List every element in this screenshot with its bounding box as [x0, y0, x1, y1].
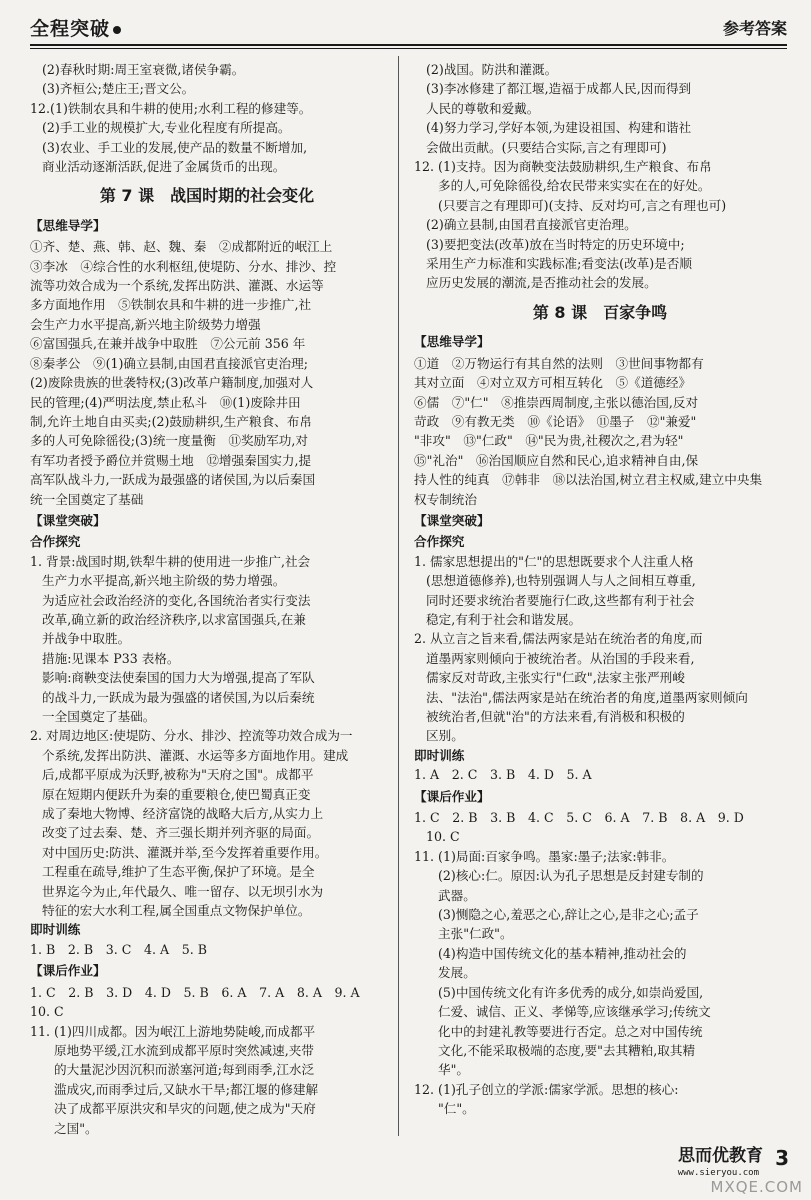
answer-line: 2. 从立言之旨来看,儒法两家是站在统治者的角度,而 [414, 631, 703, 647]
answer-line: 其对立面 ④对立双方可相互转化 ⑤《道德经》 [414, 375, 692, 391]
publisher-url: www.sieryou.com [677, 1168, 759, 1178]
header-rule [30, 44, 787, 46]
answer-line: 滥成灾,而雨季过后,又缺水干旱;都江堰的修建解 [54, 1081, 319, 1097]
answer-line: 多方面地作用 ⑤铁制农具和牛耕的进一步推广,社 [30, 297, 312, 313]
answer-line: 高军队战斗力,一跃成为最强盛的诸侯国,为以后秦国 [30, 472, 316, 488]
answer-line: 文化,不能采取极端的态度,要"去其糟粕,取其精 [438, 1042, 696, 1058]
subsection-heading: 即时训练 [414, 747, 465, 763]
section-tag: 【课堂突破】 [30, 512, 106, 528]
answer-line: 影响:商鞅变法使秦国的国力大为增强,提高了军队 [42, 670, 315, 686]
answer-line: (3)齐桓公;楚庄王;晋文公。 [42, 81, 195, 97]
answer-line: 措施:见课本 P33 表格。 [42, 650, 180, 666]
answer-line: 的战斗力,一跃成为最为强盛的诸侯国,为以后秦统 [42, 689, 315, 705]
lesson-title: 第 8 课 百家争鸣 [532, 302, 668, 322]
left-column [30, 60, 384, 1138]
answer-line: (2)核心:仁。原因:认为孔子思想是反封建专制的 [438, 868, 704, 884]
section-tag: 【思维导学】 [30, 217, 106, 233]
answer-line: 区别。 [426, 728, 464, 744]
answer-line: 改革,确立新的政治经济秩序,以求富国强兵,在兼 [42, 611, 306, 627]
section-tag: 【课后作业】 [30, 963, 106, 979]
answer-line: 多的人,可免除徭役,给农民带来实实在在的好处。 [438, 178, 711, 194]
answer-line: 个系统,发挥出防洪、灌溉、水运等多方面地作用。建成 [42, 747, 349, 763]
answer-line: (3)恻隐之心,羞恶之心,辞让之心,是非之心;孟子 [438, 907, 699, 923]
answer-line: 人民的尊敬和爱戴。 [426, 100, 540, 116]
answer-line: "仁"。 [438, 1101, 475, 1117]
lesson-title: 第 7 课 战国时期的社会变化 [99, 186, 315, 206]
section-tag: 【课堂突破】 [414, 512, 490, 528]
brand-text: 全程突破 [30, 18, 111, 40]
answer-line: 决了成都平原洪灾和旱灾的问题,使之成为"天府 [54, 1101, 316, 1117]
answer-line: 12. (1)支持。因为商鞅变法鼓励耕织,生产粮食、布帛 [414, 159, 712, 175]
answer-line: 1. C 2. B 3. B 4. C 5. C 6. A 7. B 8. A 9. D [414, 810, 744, 826]
publisher-logo: 思而优教育 [678, 1146, 763, 1166]
answer-line: 稳定,有利于社会和谐发展。 [426, 611, 582, 627]
answer-line: (5)中国传统文化有许多优秀的成分,如崇尚爱国, [438, 984, 704, 1000]
header-rule-thin [30, 48, 787, 49]
section-tag: 【课后作业】 [414, 788, 490, 804]
brand-title [30, 14, 121, 41]
answer-line: 生产力水平提高,新兴地主阶级的势力增强。 [42, 573, 286, 589]
answer-line: 工程重在疏导,维护了生态平衡,保护了环境。是全 [42, 864, 315, 880]
answer-line: "非攻" ⑬"仁政" ⑭"民为贵,社稷次之,君为轻" [414, 433, 684, 449]
answer-line: ⑥富国强兵,在兼并战争中取胜 ⑦公元前 356 年 [30, 336, 306, 352]
answer-line: 1. C 2. B 3. D 4. D 5. B 6. A 7. A 8. A 9. A [30, 984, 360, 1000]
answer-line: (2)手工业的规模扩大,专业化程度有所提高。 [42, 120, 291, 136]
page-number: 3 [775, 1146, 789, 1170]
answer-line: 世界迄今为止,年代最久、唯一留存、以无坝引水为 [42, 883, 324, 899]
answer-line: 并战争中取胜。 [42, 631, 131, 647]
answer-line: 统一全国奠定了基础 [30, 491, 144, 507]
answer-line: 10. C [30, 1004, 64, 1020]
answer-line: ⑧秦孝公 ⑨(1)确立县制,由国君直接派官吏治理; [30, 355, 308, 371]
answer-line: 民的管理;(4)严明法度,禁止私斗 ⑩(1)废除井田 [30, 394, 301, 410]
answer-line: 会做出贡献。(只要结合实际,言之有理即可) [426, 139, 667, 155]
answer-line: 法、"法治",儒法两家是站在统治者的角度,道墨两家则倾向 [426, 689, 748, 705]
answer-line: 为适应社会政治经济的变化,各国统治者实行变法 [42, 592, 311, 608]
answer-line: 成了秦地大物博、经济富饶的战略大后方,从实力上 [42, 806, 324, 822]
answer-line: ⑥儒 ⑦"仁" ⑧推崇西周制度,主张以德治国,反对 [414, 394, 699, 410]
answer-line: (2)战国。防洪和灌溉。 [426, 62, 558, 77]
subsection-heading: 合作探究 [30, 534, 81, 550]
subsection-heading: 即时训练 [30, 922, 81, 938]
answer-line: 仁爱、诚信、正义、孝悌等,应该继承学习;传统文 [438, 1004, 711, 1020]
answer-line: 1. B 2. B 3. C 4. A 5. B [30, 941, 207, 957]
answer-line: (3)农业、手工业的发展,使产品的数量不断增加, [42, 139, 308, 155]
answer-line: 1. 背景:战国时期,铁犁牛耕的使用进一步推广,社会 [30, 553, 311, 569]
answer-line: (3)李冰修建了都江堰,造福于成都人民,因而得到 [426, 81, 692, 97]
answer-line: (2)废除贵族的世袭特权;(3)改革户籍制度,加强对人 [30, 375, 314, 391]
answer-line: 10. C [426, 829, 460, 845]
answer-line: 被统治者,但就"治"的方法来看,有消极和积极的 [426, 709, 685, 724]
answer-line: 华"。 [438, 1062, 469, 1078]
subsection-heading: 合作探究 [414, 534, 465, 550]
right-column [414, 60, 786, 1119]
answer-line: 一全国奠定了基础。 [42, 709, 156, 724]
answer-line: 武器。 [438, 887, 476, 903]
section-tag: 【思维导学】 [414, 334, 490, 350]
answer-line: 改变了过去秦、楚、齐三强长期并列齐驱的局面。 [42, 825, 320, 841]
answer-line: 有军功者授予爵位并赏赐土地 ⑫增强秦国实力,提 [30, 452, 312, 468]
answer-line: 主张"仁政"。 [438, 926, 513, 942]
answer-line: 儒家反对苛政,主张实行"仁政",法家主张严刑峻 [426, 670, 685, 686]
answer-line: 制,允许土地自由买卖;(2)鼓励耕织,生产粮食、布帛 [30, 413, 312, 429]
answer-line: 多的人可免除徭役;(3)统一度量衡 ⑪奖励军功,对 [30, 433, 308, 449]
answer-line: 道墨两家则倾向于被统治者。从治国的手段来看, [426, 650, 695, 666]
answer-line: (4)努力学习,学好本领,为建设祖国、构建和谐社 [426, 120, 692, 136]
column-divider [398, 56, 399, 1136]
brand-dot-icon [113, 26, 121, 34]
answer-line: ①齐、楚、燕、韩、赵、魏、秦 ②成都附近的岷江上 [30, 239, 333, 255]
answer-line: 的大量泥沙因沉积而淤塞河道;每到雨季,江水泛 [54, 1062, 315, 1078]
answer-line: 发展。 [438, 965, 476, 981]
answer-line: 11. (1)局面:百家争鸣。墨家:墨子;法家:韩非。 [414, 848, 675, 864]
answer-line: 采用生产力标准和实践标准;看变法(改革)是否顺 [426, 256, 692, 272]
answer-line: 12.(1)铁制农具和牛耕的使用;水利工程的修建等。 [30, 100, 312, 116]
answer-line: (2)确立县制,由国君直接派官吏治理。 [426, 217, 637, 233]
answer-line: (思想道德修养),也特别强调人与人之间相互尊重, [426, 573, 696, 589]
answer-line: 原地势平缓,江水流到成都平原时突然减速,夹带 [54, 1042, 314, 1058]
answer-line: 苛政 ⑨有教无类 ⑩《论语》 ⑪墨子 ⑫"兼爱" [414, 413, 697, 429]
watermark: MXQE.COM [710, 1178, 803, 1196]
answer-line: 应历史发展的潮流,是否推动社会的发展。 [426, 275, 657, 291]
answer-line: (2)春秋时期:周王室衰微,诸侯争霸。 [42, 62, 245, 77]
answer-line: 商业活动逐渐活跃,促进了金属货币的出现。 [42, 159, 286, 175]
answer-line: 同时还要求统治者要施行仁政,这些都有利于社会 [426, 592, 695, 608]
answer-line: ⑮"礼治" ⑯治国顺应自然和民心,追求精神自由,保 [414, 452, 699, 468]
answer-line: 原在短期内便跃升为秦的重要粮仓,使巴蜀真正变 [42, 786, 311, 802]
answer-line: 2. 对周边地区:使堤防、分水、排沙、控流等功效合成为一 [30, 728, 353, 744]
answer-line: ③李冰 ④综合性的水利枢纽,使堤防、分水、排沙、控 [30, 258, 337, 274]
answer-line: 特征的宏大水利工程,属全国重点文物保护单位。 [42, 903, 311, 919]
answer-line: 持人性的纯真 ⑰韩非 ⑱以法治国,树立君主权威,建立中央集 [414, 472, 763, 488]
answer-line: 12. (1)孔子创立的学派:儒家学派。思想的核心: [414, 1081, 679, 1097]
answer-line: 1. 儒家思想提出的"仁"的思想既要求个人注重人格 [414, 553, 694, 569]
answer-line: (3)要把变法(改革)放在当时特定的历史环境中; [426, 236, 685, 252]
answer-line: 之国"。 [54, 1120, 98, 1136]
answer-line: 流等功效合成为一个系统,发挥出防洪、灌溉、水运等 [30, 278, 324, 294]
answer-line: ①道 ②万物运行有其自然的法则 ③世间事物都有 [414, 355, 704, 371]
section-label: 参考答案 [722, 19, 787, 38]
answer-line: 后,成都平原成为沃野,被称为"天府之国"。成都平 [42, 767, 314, 783]
answer-line: 对中国历史:防洪、灌溉并举,至今发挥着重要作用。 [42, 844, 328, 860]
answer-line: 1. A 2. C 3. B 4. D 5. A [414, 767, 592, 783]
answer-line: 11. (1)四川成都。因为岷江上游地势陡峻,而成都平 [30, 1023, 316, 1039]
answer-line: 权专制统治 [414, 491, 477, 507]
answer-line: 会生产力水平提高,新兴地主阶级势力增强 [30, 316, 261, 332]
answer-line: 化中的封建礼教等要进行否定。总之对中国传统 [438, 1023, 703, 1039]
answer-line: (只要言之有理即可)(支持、反对均可,言之有理也可) [438, 197, 727, 213]
answer-line: (4)构造中国传统文化的基本精神,推动社会的 [438, 945, 687, 961]
page-header [30, 14, 787, 48]
